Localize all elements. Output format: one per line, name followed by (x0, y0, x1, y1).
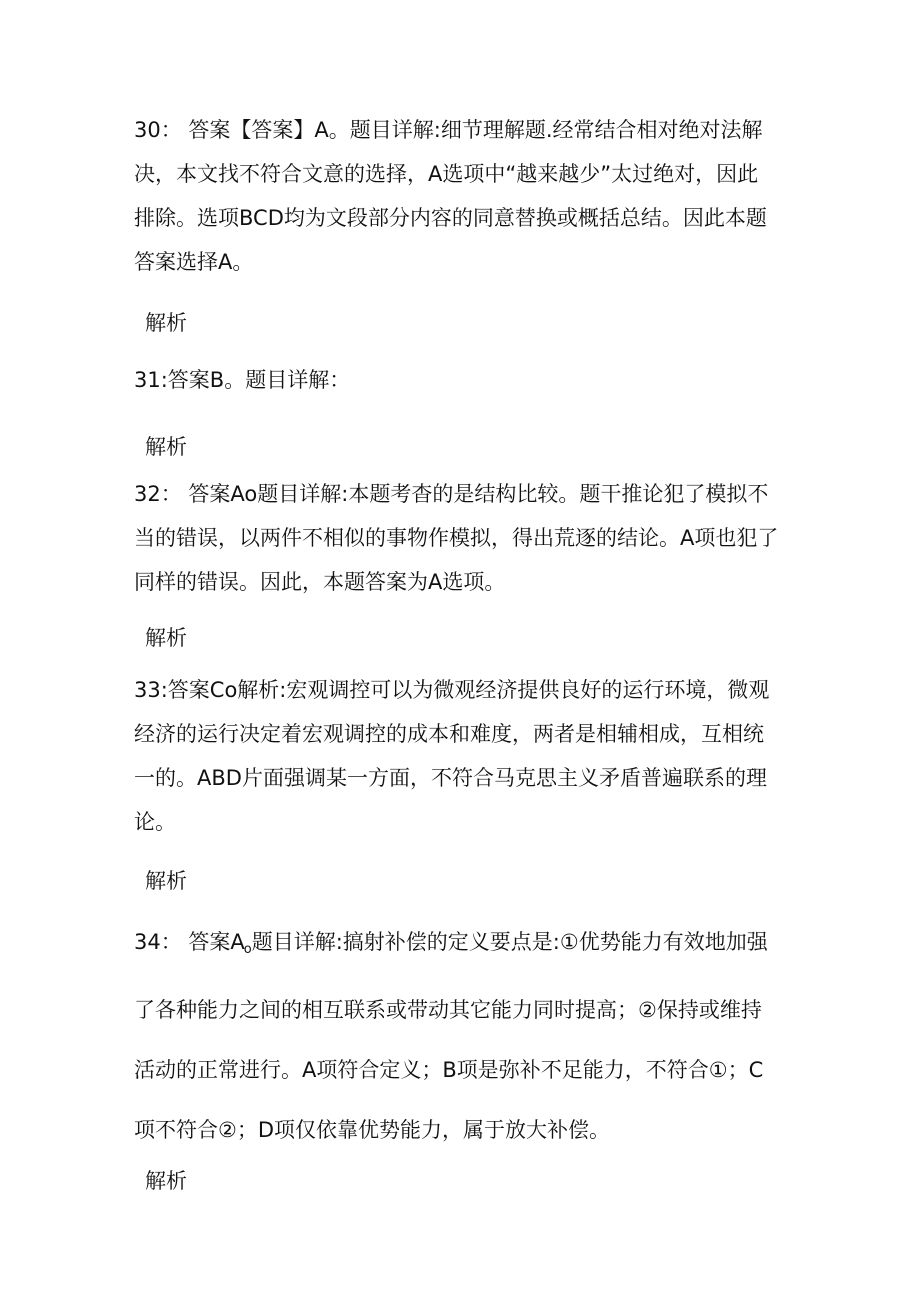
answer-32-line-2: 当的错误，以两件不相似的事物作模拟，得出荒逐的结论。A项也犯了 (134, 526, 779, 550)
answer-33-line-4: 论。 (134, 810, 176, 834)
answer-30-line-4: 答案选择A。 (134, 250, 254, 274)
answer-32-line-1: 32： 答案Ao题目详解:本题考杳的是结构比较。题干推论犯了模拟不 (134, 482, 769, 506)
answer-31-line-1: 31:答案B。题目详解： (134, 368, 351, 392)
answer-34-line-1-prefix: 34： 答案A (134, 930, 245, 954)
answer-34-line-3: 活动的正常进行。A项符合定义；B项是弥补不足能力，不符合①；C (134, 1058, 764, 1082)
answer-30-line-1: 30： 答案【答案】A。题目详解:细节理解题.经常结合相对绝对法解 (134, 118, 763, 142)
analysis-label-30: 解析 (145, 311, 187, 335)
answer-30-line-3: 排除。选项BCD均为文段部分内容的同意替换或概括总结。因此本题 (134, 206, 767, 230)
answer-33-paragraph (134, 668, 794, 844)
answer-33-line-1: 33:答案Co解析:宏观调控可以为微观经济提供良好的运行环境，微观 (134, 678, 770, 702)
answer-34-line-1-suffix: 题目详解:搞射补偿的定义要点是:①优势能力有效地加强 (251, 930, 768, 954)
answer-32-line-3: 同样的错误。因此，本题答案为A选项。 (134, 570, 506, 594)
answer-30-line-2: 决，本文找不符合文意的选择，A选项中“越来越少”太过绝对，因此 (134, 162, 759, 186)
answer-34-subscript-o: o (243, 942, 252, 957)
analysis-label-32: 解析 (145, 626, 187, 650)
answer-34-line-4: 项不符合②；D项仅依靠优势能力，属于放大补偿。 (134, 1118, 610, 1142)
answer-33-line-2: 经济的运行决定着宏观调控的成本和难度，两者是相辅相成，互相统 (134, 722, 764, 746)
analysis-label-34: 解析 (145, 1169, 187, 1193)
analysis-label-31: 解析 (145, 435, 187, 459)
answer-34-line-2: 了各种能力之间的相互联系或带动其它能力同时提高；②保持或维持 (134, 998, 762, 1022)
answer-34-paragraph (134, 912, 794, 1160)
analysis-label-33: 解析 (145, 869, 187, 893)
answer-33-line-3: 一的。ABD片面强调某一方面，不符合马克思主义矛盾普遍联系的理 (134, 766, 767, 790)
answer-34-line-1 (134, 912, 794, 980)
answer-32-paragraph (134, 472, 794, 604)
answer-30-paragraph (134, 108, 794, 284)
answer-31-paragraph (134, 358, 794, 402)
